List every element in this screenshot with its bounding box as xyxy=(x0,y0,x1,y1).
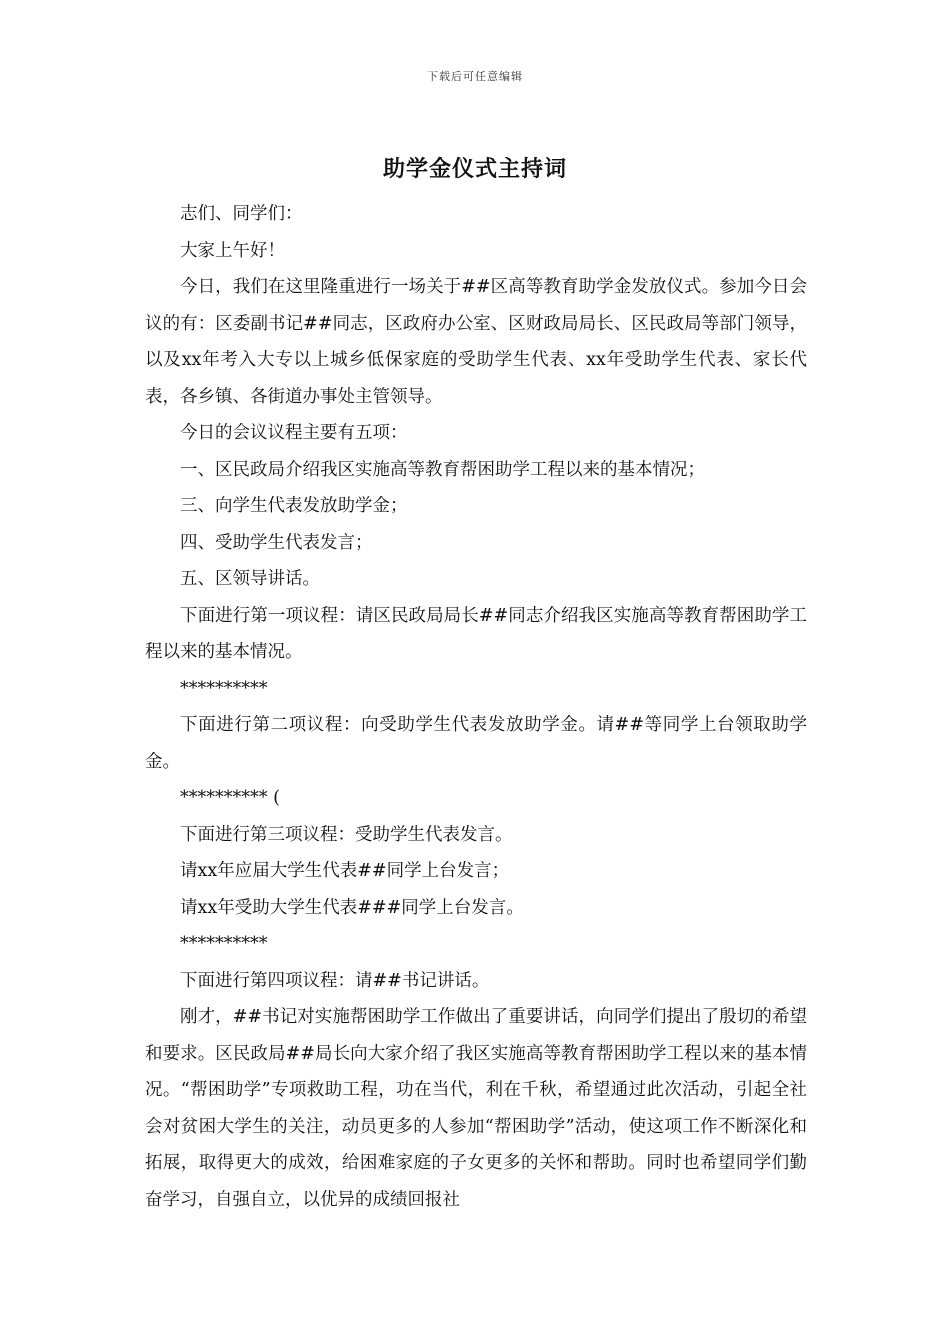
paragraph: 大家上午好！ xyxy=(180,240,285,261)
separator-line: ********** ( xyxy=(180,788,280,808)
separator-line: ********** xyxy=(180,934,268,954)
paragraph: 四、受助学生代表发言； xyxy=(180,532,373,553)
header-note: 下载后可任意编辑 xyxy=(427,70,523,83)
paragraph: 下面进行第三项议程：受助学生代表发言。 xyxy=(180,824,513,845)
paragraph: 下面进行第一项议程：请区民政局局长##同志介绍我区实施高等教育帮困助学工程以来的基本情况。 xyxy=(145,605,807,662)
separator-line: ********** xyxy=(180,678,268,699)
paragraph: 五、区领导讲话。 xyxy=(180,569,320,589)
paragraph: 请xx年受助大学生代表###同学上台发言。 xyxy=(180,897,524,918)
paragraph: 今日的会议议程主要有五项： xyxy=(180,423,408,443)
paragraph: 下面进行第四项议程：请##书记讲话。 xyxy=(180,970,490,991)
paragraph: 请xx年应届大学生代表##同学上台发言； xyxy=(180,861,510,881)
document-title: 助学金仪式主持词 xyxy=(382,156,567,182)
paragraph: 三、向学生代表发放助学金； xyxy=(180,496,408,516)
paragraph: 下面进行第二项议程：向受助学生代表发放助学金。请##等同学上台领取助学金。 xyxy=(145,715,807,772)
paragraph: 刚才，##书记对实施帮困助学工作做出了重要讲话，向同学们提出了殷切的希望和要求。区民政局##局长向大家介绍了我区实施高等教育帮困助学工程以来的基本情况。“帮困助学”专项救助工程，功在当代，利在千秋，希望通过此次活动，引起全社会对贫困大学生的关注，动员更多的人参加“帮困助学”活动，使这项工作不断深化和拓展，取得更大的成效，给困难家庭的子女更多的关怀和帮助。同时也希望同学们勤奋学习，自强自立，以优异的成绩回报社 xyxy=(145,1007,807,1210)
paragraph: 志们、同学们： xyxy=(180,204,303,224)
document-body xyxy=(145,196,807,1218)
paragraph: 一、区民政局介绍我区实施高等教育帮困助学工程以来的基本情况； xyxy=(180,459,705,480)
paragraph: 今日，我们在这里隆重进行一场关于##区高等教育助学金发放仪式。参加今日会议的有：区委副书记##同志，区政府办公室、区财政局局长、区民政局等部门领导，以及xx年考入大专以上城乡低保家庭的受助学生代表、xx年受助学生代表、家长代表，各乡镇、各街道办事处主管领导。 xyxy=(145,277,807,407)
